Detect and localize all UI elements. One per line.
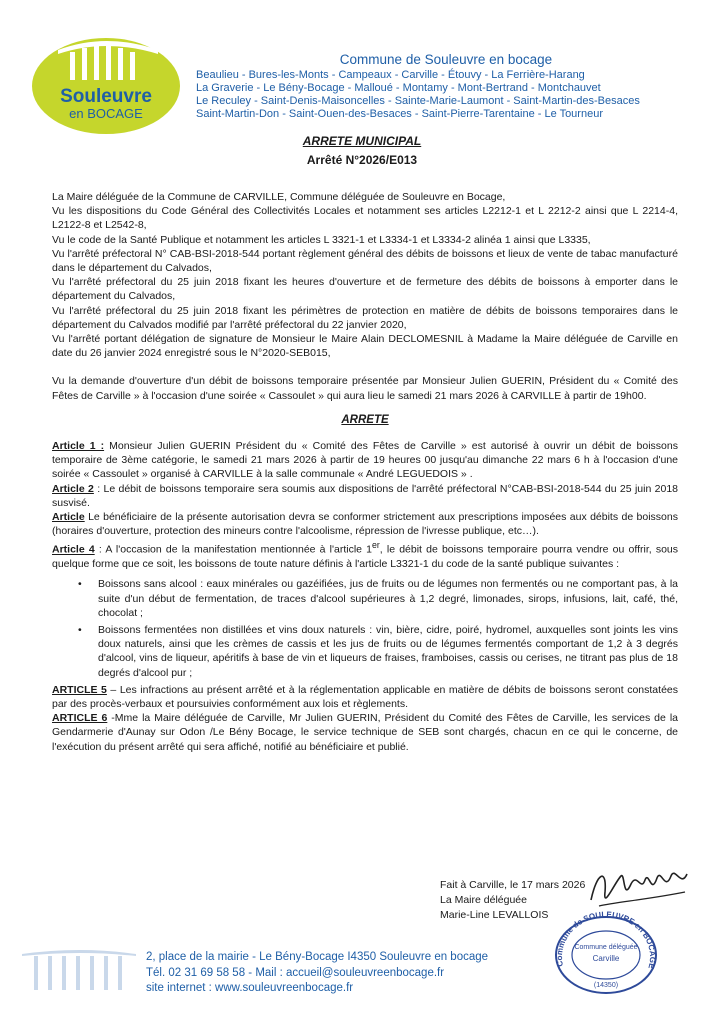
article-4-text-a: : A l'occasion de la manifestation mentionnée à l'article 1 [94,543,373,556]
preamble-line: Vu l'arrêté préfectoral du 25 juin 2018 fixant les heures d'ouverture et de fermeture des débits de boissons à emporter dans le département du Calvados, [52,276,678,303]
villages-list [196,69,696,121]
preamble-line: Vu les dispositions du Code Général des Collectivités Locales et notamment ses articles L2212-1 et L 2212-2 ainsi que L 2214-4, L2122-8 et L2542-8, [52,205,678,232]
villages-line: Saint-Martin-Don - Saint-Ouen-des-Besaces - Saint-Pierre-Tarentaine - Le Tourneur [196,108,603,120]
article-6-label: ARTICLE 6 [52,712,108,725]
arrete-heading: ARRETE [341,413,389,426]
preamble-line: La Maire déléguée de la Commune de CARVILLE, Commune déléguée de Souleuvre en Bocage, [52,191,506,203]
commune-logo [30,28,188,136]
article-1-text: Monsieur Julien GUERIN Président du « Comité des Fêtes de Carville » est autorisé à ouvrir un débit de boissons temporaire de 3ème catégorie, le samedi 21 mars 2026 à partir de 19 heures 00 jusqu'au dimanche 22 mars 6 h à l'occasion d'une soirée « Cassoulet » organisé à CARVILLE à la salle communale « André LEGUEDOIS » . [52,440,678,481]
article-4-label: Article 4 [52,543,95,556]
article-1-label: Article 1 : [52,440,105,453]
article-3-label: Article [52,511,85,524]
article-4-sup: er [372,540,380,551]
list-item: • Boissons fermentées non distillées et vins doux naturels : vin, bière, cidre, poiré, hydromel, auxquelles sont joints les vins doux naturels, ainsi que les crèmes de cassis et les jus de fruits ou de légumes fermentés comportant de 1,2 à 3 degrés d'alcool, vins de liqueur, apéritifs à base de vin et liqueurs de fraises, framboises, cassis ou cerises, ne titrant pas plus de 18 degrés d'alcool pur ; [78,623,678,680]
article-4-text-b: , le débit de boissons temporaire pourra vendre ou offrir, sous quelque forme que ce soit, les boissons de toute nature définis à l'article L3321-1 du code de la santé publique suivantes : [52,543,679,571]
document-title: ARRETE MUNICIPAL [302,134,422,148]
footer-website[interactable]: site internet : www.souleuvreenbocage.fr [146,982,354,994]
letterhead [196,52,696,121]
villages-line: Beaulieu - Bures-les-Monts - Campeaux - Carville - Étouvy - La Ferrière-Harang [196,69,585,81]
footer-phone-email[interactable]: Tél. 02 31 69 58 58 - Mail : accueil@souleuvreenbocage.fr [146,966,445,979]
arrete-number: Arrêté N°2026/E013 [306,153,418,167]
article-2 [52,482,678,510]
stamp-outer-text: Commune de SOULEUVRE en BOCAGE [554,910,658,970]
logo-text-line1: Souleuvre [60,86,152,107]
villages-line: La Graverie - Le Bény-Bocage - Malloué - Montamy - Mont-Bertrand - Montchauvet [196,82,601,94]
article-2-label: Article 2 [52,482,94,495]
footer-address: 2, place de la mairie - Le Bény-Bocage I4350 Souleuvre en bocage [146,951,489,963]
commune-name: Commune de Souleuvre en bocage [339,52,553,67]
demande-paragraph: Vu la demande d'ouverture d'un débit de boissons temporaire présentée par Monsieur Julien GUERIN, Président du « Comité des Fêtes de Carville » à l'occasion d'une soirée « Cassoulet » qui aura lieu le samedi 21 mars 2026 à CARVILLE à partir de 19h00. [52,375,678,402]
stamp-code: (14350) [593,982,619,989]
document-body [52,190,678,754]
article-3 [52,510,678,538]
preamble-line: Vu l'arrêté portant délégation de signature de Monsieur le Maire Alain DECLOMESNIL à Madame la Maire déléguée de Carville en date du 26 janvier 2024 enregistré sous le N°2020-SEB015, [52,333,678,360]
article-3-text: Le bénéficiaire de la présente autorisation devra se conformer strictement aux prescriptions imposées aux débits de boissons (horaires d'ouverture, protection des mineurs contre l'alcoolisme, répression de l'ivresse publique, etc…). [52,511,678,538]
stamp-inner-text: Commune déléguée [574,944,638,951]
signatory-role: La Maire déléguée [440,894,527,906]
article-5 [52,683,678,711]
beverage-list [52,577,678,679]
preamble-line: Vu l'arrêté préfectoral N° CAB-BSI-2018-544 portant règlement général des débits de boissons et lieux de vente de tabac manufacturé dans le département du Calvados, [52,247,678,275]
article-5-text: – Les infractions au présent arrêté et à la réglementation applicable en matière de débits de boissons seront constatées par des procès-verbaux et poursuivies conformément aux lois et règlements. [52,683,678,710]
article-2-text: : Le débit de boissons temporaire sera soumis aux dispositions de l'arrêté préfectoral N°CAB-BSI-2018-544 du 25 juin 2018 susvisé. [52,482,678,509]
official-stamp [550,905,662,995]
stamp-center-text: Carville [592,954,620,963]
signatory-name: Marie-Line LEVALLOIS [440,909,549,921]
preamble-line: Vu l'arrêté préfectoral du 25 juin 2018 fixant les périmètres de protection en matière de débits de boissons temporaires dans le département du Calvados modifié par l'arrêté préfectoral du 22 janvier 2020, [52,304,678,331]
list-item: • Boissons sans alcool : eaux minérales ou gazéifiées, jus de fruits ou de légumes non fermentés ou ne comportant pas, à la suite d'un début de fermentation, de traces d'alcool supérieures à 1,2 degré, limonades, sirops, infusions, lait, café, thé, chocolat ; [78,577,678,620]
place-date: Fait à Carville, le 17 mars 2026 [440,879,586,891]
footer-decoration [20,948,138,992]
logo-text-line2: en BOCAGE [69,106,143,121]
footer-contact [146,950,488,997]
article-6-text: -Mme la Maire déléguée de Carville, Mr Julien GUERIN, Président du Comité des Fêtes de Carville, les services de la Gendarmerie d'Aunay sur Odon /Le Bény Bocage, le service technique de SEB sont chargés, chacun en ce qui le concerne, de l'exécution du présent arrêté qui sera affiché, notifié au bénéficiaire et publié. [52,712,678,753]
logo-graphic [30,28,188,136]
article-6 [52,711,678,754]
article-5-label: ARTICLE 5 [52,683,107,696]
villages-line: Le Reculey - Saint-Denis-Maisoncelles - Sainte-Marie-Laumont - Saint-Martin-des-Besaces [196,95,640,107]
preamble-line: Vu le code de la Santé Publique et notamment les articles L 3321-1 et L3334-1 et L3334-2 alinéa 1 ainsi que L3335, [52,233,591,246]
article-1 [52,439,678,482]
article-4 [52,538,678,571]
